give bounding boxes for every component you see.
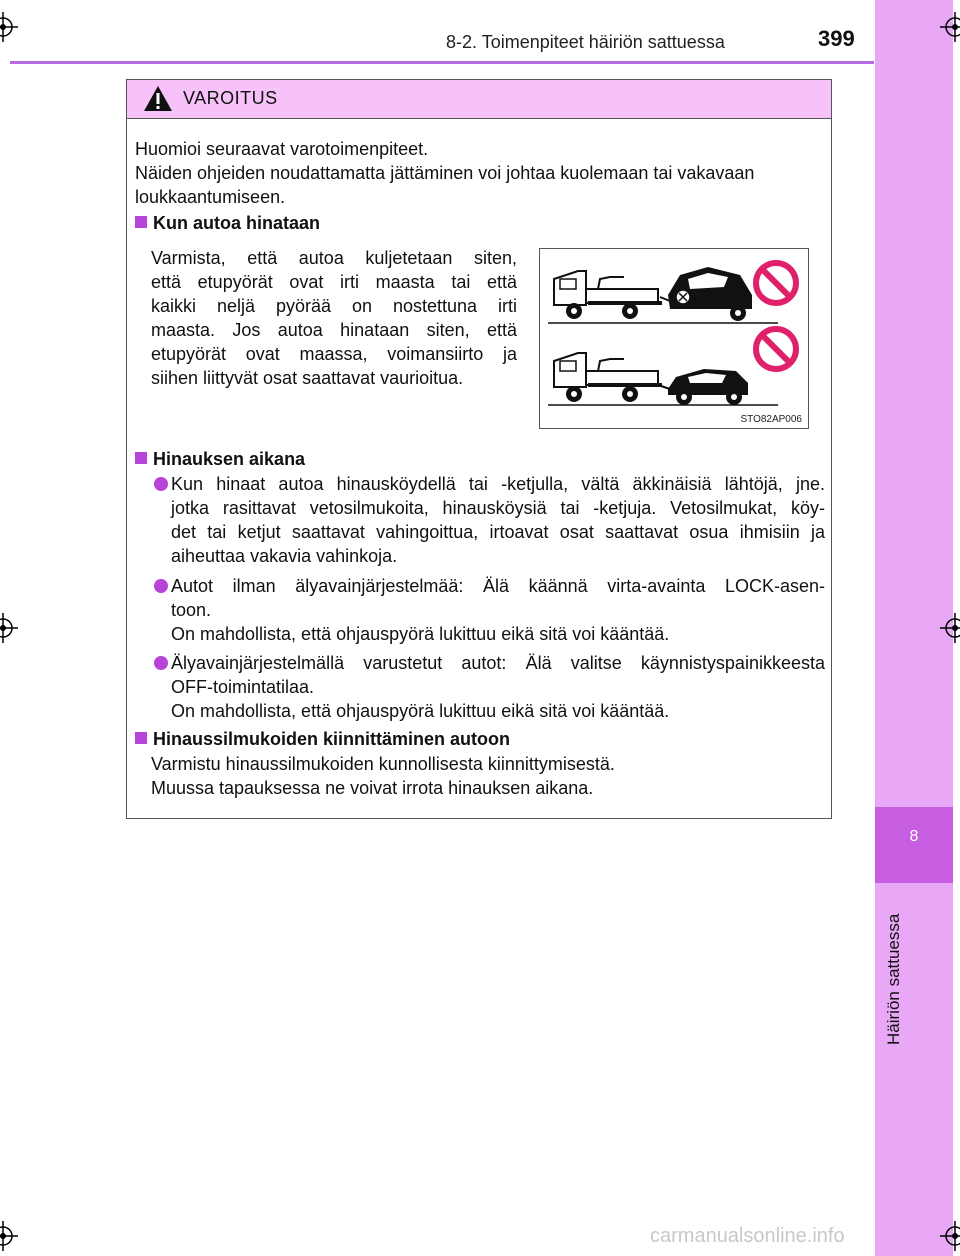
- chapter-title: [874, 895, 914, 1045]
- warning-intro-line: loukkaantumiseen.: [135, 187, 286, 207]
- page-number: 399: [818, 26, 855, 51]
- square-bullet-icon: [135, 732, 147, 744]
- prohibition-icon: [756, 263, 796, 303]
- towing-text-line: kaikki neljä pyörää on nostettuna irti: [151, 296, 517, 316]
- section-heading-towing: Kun autoa hinataan: [135, 211, 320, 235]
- round-bullet-icon: [154, 579, 168, 593]
- bullet-text-line: Älyavainjärjestelmällä varustetut autot: Älä valitse käynnistyspainikkeesta: [171, 653, 825, 673]
- bullet-text-line: det tai ketjut saattavat vahingoittua, irtoavat osat saattavat osua ihmisiin ja: [171, 522, 825, 542]
- registration-mark-icon: [0, 1221, 18, 1251]
- towing-text-line: siihen liittyvät osat saattavat vaurioitua.: [151, 368, 464, 388]
- warning-title: VAROITUS: [183, 88, 278, 108]
- square-bullet-icon: [135, 452, 147, 464]
- tow-truck-icon: [554, 353, 670, 402]
- towing-text-line: Varmista, että autoa kuljetetaan siten,: [151, 248, 517, 268]
- registration-mark-icon: [0, 12, 18, 42]
- towed-car-icon: [668, 369, 748, 405]
- warning-box: [126, 79, 832, 819]
- round-bullet-icon: [154, 656, 168, 670]
- registration-mark-icon: [940, 613, 960, 643]
- section-heading-during-towing: Hinauksen aikana: [135, 447, 305, 471]
- towing-text-line: että etupyörät ovat irti maasta tai että: [151, 272, 517, 292]
- warning-header: [127, 80, 831, 119]
- header-divider: [10, 61, 874, 64]
- eyelet-text-line: Muussa tapauksessa ne voivat irrota hinauksen aikana.: [151, 778, 594, 798]
- chapter-title-text: Häiriön sattuessa: [884, 913, 903, 1045]
- section-heading-tow-eyelets: Hinaussilmukoiden kiinnittäminen autoon: [135, 727, 510, 751]
- warning-intro-line: Huomioi seuraavat varotoimenpiteet.: [135, 139, 429, 159]
- towing-text-line: maasta. Jos autoa hinataan siten, että: [151, 320, 517, 340]
- bullet-text-line: toon.: [171, 600, 212, 620]
- towed-car-icon: [668, 267, 752, 321]
- section-title: 8-2. Toimenpiteet häiriön sattuessa: [446, 32, 725, 52]
- round-bullet-icon: [154, 477, 168, 491]
- registration-mark-icon: [0, 613, 18, 643]
- bullet-text-line: OFF-toimintatilaa.: [171, 677, 315, 697]
- tow-truck-icon: [554, 271, 680, 319]
- towing-illustration: [539, 248, 809, 429]
- towing-text-line: etupyörät ovat maassa, voimansiirto ja: [151, 344, 517, 364]
- figure-code: STO82AP006: [740, 414, 802, 425]
- tow-truck-illustration: [540, 249, 808, 428]
- bullet-text-line: On mahdollista, että ohjauspyörä lukittuu eikä sitä voi kääntää.: [171, 624, 670, 644]
- eyelet-text-line: Varmistu hinaussilmukoiden kunnollisesta kiinnittymisestä.: [151, 754, 615, 774]
- prohibition-icon: [756, 329, 796, 369]
- chapter-number: 8: [909, 828, 919, 845]
- watermark: carmanualsonline.info: [650, 1225, 845, 1247]
- warning-triangle-icon: [143, 85, 173, 112]
- registration-mark-icon: [940, 12, 960, 42]
- registration-mark-icon: [940, 1221, 960, 1251]
- bullet-text-line: aiheuttaa vakavia vahinkoja.: [171, 546, 398, 566]
- square-bullet-icon: [135, 216, 147, 228]
- bullet-text-line: On mahdollista, että ohjauspyörä lukittuu eikä sitä voi kääntää.: [171, 701, 670, 721]
- bullet-text-line: jotka rasittavat vetosilmukoita, hinausköysiä tai -ketjuja. Vetosilmukat, köy-: [171, 498, 825, 518]
- bullet-text-line: Autot ilman älyavainjärjestelmää: Älä käännä virta-avainta LOCK-asen-: [171, 576, 825, 596]
- bullet-text-line: Kun hinaat autoa hinausköydellä tai -ketjulla, vältä äkkinäisiä lähtöjä, jne.: [171, 474, 825, 494]
- warning-intro-line: Näiden ohjeiden noudattamatta jättäminen voi johtaa kuolemaan tai vakavaan: [135, 163, 755, 183]
